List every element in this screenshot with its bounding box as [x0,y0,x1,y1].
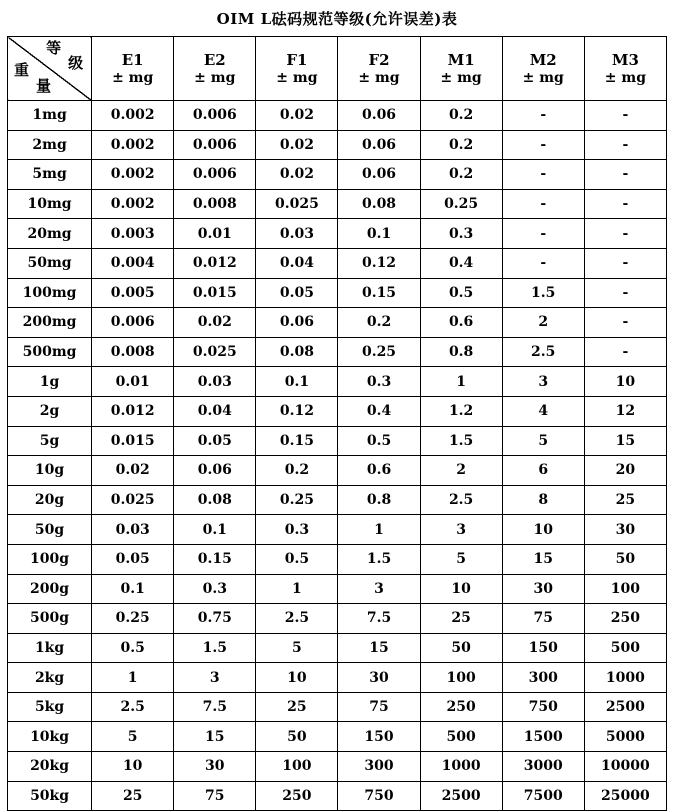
table-row [8,101,667,131]
tolerance-cell: 10 [92,752,174,782]
table-row [8,515,667,545]
tolerance-cell: 1500 [502,722,584,752]
tolerance-cell: 0.75 [174,604,256,634]
tolerance-cell: 0.01 [174,219,256,249]
weight-cell: 200mg [8,308,92,338]
weight-cell: 1mg [8,101,92,131]
table-row [8,367,667,397]
tolerance-cell: 0.06 [338,130,420,160]
tolerance-cell: 0.8 [420,337,502,367]
tolerance-cell: 2.5 [502,337,584,367]
tolerance-cell: 0.006 [174,130,256,160]
tolerance-cell: 500 [420,722,502,752]
tolerance-cell: 0.8 [338,485,420,515]
weight-cell: 5kg [8,692,92,722]
tolerance-cell: - [584,308,666,338]
tolerance-cell: 2 [420,456,502,486]
tolerance-cell: 7.5 [338,604,420,634]
tolerance-cell: 0.03 [92,515,174,545]
weight-cell: 20kg [8,752,92,782]
tolerance-cell: 0.5 [256,544,338,574]
class-unit: ± mg [440,69,482,86]
tolerance-cell: - [584,101,666,131]
tolerance-cell: 3 [174,663,256,693]
weight-cell: 50mg [8,248,92,278]
tolerance-cell: 750 [502,692,584,722]
tolerance-cell: 0.25 [92,604,174,634]
tolerance-cell: 0.08 [174,485,256,515]
tolerance-cell: 5000 [584,722,666,752]
tolerance-cell: - [584,160,666,190]
tolerance-cell: 0.025 [92,485,174,515]
corner-weight-char-2: 量 [36,77,52,95]
tolerance-cell: 25 [584,485,666,515]
tolerance-cell: 100 [420,663,502,693]
class-header-f2 [338,37,420,101]
tolerance-cell: 0.25 [420,189,502,219]
tolerance-cell: 0.025 [174,337,256,367]
class-unit: ± mg [112,69,154,86]
tolerance-cell: 75 [338,692,420,722]
tolerance-cell: 0.1 [256,367,338,397]
class-unit: ± mg [194,69,236,86]
tolerance-cell: 5 [92,722,174,752]
table-row [8,633,667,663]
tolerance-cell: - [502,130,584,160]
tolerance-cell: 0.12 [338,248,420,278]
tolerance-cell: 0.3 [338,367,420,397]
tolerance-cell: 2 [502,308,584,338]
tolerance-cell: 0.02 [174,308,256,338]
tolerance-cell: 12 [584,396,666,426]
tolerance-cell: 0.08 [256,337,338,367]
tolerance-cell: 2.5 [92,692,174,722]
weight-cell: 10kg [8,722,92,752]
tolerance-cell: 0.2 [338,308,420,338]
table-row [8,692,667,722]
tolerance-cell: 0.02 [256,130,338,160]
table-row [8,604,667,634]
table-row [8,722,667,752]
tolerance-cell: 0.005 [92,278,174,308]
tolerance-cell: 300 [338,752,420,782]
tolerance-cell: 1000 [584,663,666,693]
tolerance-cell: 15 [584,426,666,456]
tolerance-cell: 1 [256,574,338,604]
tolerance-cell: 30 [174,752,256,782]
table-row [8,485,667,515]
table-row [8,160,667,190]
weight-cell: 2kg [8,663,92,693]
tolerance-cell: 0.3 [174,574,256,604]
tolerance-cell: 0.006 [174,101,256,131]
tolerance-cell: 25 [92,781,174,811]
weight-cell: 1kg [8,633,92,663]
tolerance-cell: 0.5 [338,426,420,456]
tolerance-cell: 30 [338,663,420,693]
tolerance-cell: 100 [256,752,338,782]
weight-cell: 200g [8,574,92,604]
weight-cell: 10g [8,456,92,486]
weight-cell: 50kg [8,781,92,811]
tolerance-cell: 0.02 [92,456,174,486]
tolerance-cell: 0.02 [256,160,338,190]
tolerance-cell: 2500 [420,781,502,811]
tolerance-cell: 0.003 [92,219,174,249]
tolerance-cell: 0.05 [256,278,338,308]
table-row [8,396,667,426]
tolerance-cell: 10 [256,663,338,693]
class-unit: ± mg [276,69,318,86]
tolerance-cell: 30 [502,574,584,604]
table-row [8,308,667,338]
tolerance-cell: 500 [584,633,666,663]
tolerance-cell: 0.012 [92,396,174,426]
table-row [8,781,667,811]
table-row [8,219,667,249]
weight-cell: 20mg [8,219,92,249]
tolerance-cell: 4 [502,396,584,426]
tolerance-cell: 0.2 [420,101,502,131]
table-row [8,248,667,278]
weight-cell: 5mg [8,160,92,190]
tolerance-cell: 6 [502,456,584,486]
tolerance-cell: 0.12 [256,396,338,426]
weight-cell: 50g [8,515,92,545]
table-row [8,574,667,604]
tolerance-cell: - [584,278,666,308]
tolerance-cell: - [502,219,584,249]
tolerance-cell: 0.05 [174,426,256,456]
tolerance-cell: 750 [338,781,420,811]
tolerance-cell: 0.03 [256,219,338,249]
tolerance-cell: 1.5 [174,633,256,663]
table-row [8,337,667,367]
tolerance-cell: 1.5 [338,544,420,574]
class-header-m3 [584,37,666,101]
tolerance-cell: 0.2 [420,130,502,160]
tolerance-cell: 0.1 [174,515,256,545]
tolerance-cell: 3 [338,574,420,604]
tolerance-cell: 7500 [502,781,584,811]
tolerance-cell: 0.015 [92,426,174,456]
table-row [8,130,667,160]
tolerance-cell: 5 [502,426,584,456]
tolerance-cell: - [502,160,584,190]
tolerance-cell: 0.05 [92,544,174,574]
tolerance-cell: 0.04 [256,248,338,278]
tolerance-cell: 250 [256,781,338,811]
weight-cell: 100g [8,544,92,574]
tolerance-cell: 100 [584,574,666,604]
tolerance-cell: - [502,101,584,131]
class-name: E2 [203,50,226,69]
table-row [8,456,667,486]
tolerance-cell: 0.5 [92,633,174,663]
weight-cell: 1g [8,367,92,397]
tolerance-cell: - [584,337,666,367]
oiml-tolerance-table [7,36,667,811]
tolerance-cell: 75 [502,604,584,634]
weight-cell: 10mg [8,189,92,219]
tolerance-cell: 0.25 [256,485,338,515]
tolerance-cell: 250 [584,604,666,634]
tolerance-cell: 0.006 [174,160,256,190]
tolerance-cell: 30 [584,515,666,545]
tolerance-cell: 0.3 [256,515,338,545]
tolerance-cell: 75 [174,781,256,811]
tolerance-cell: 1.5 [502,278,584,308]
tolerance-cell: 0.008 [92,337,174,367]
tolerance-cell: 0.015 [174,278,256,308]
tolerance-cell: 0.15 [256,426,338,456]
tolerance-cell: 3 [502,367,584,397]
class-name: F1 [286,50,308,69]
class-unit: ± mg [604,69,646,86]
tolerance-cell: 0.025 [256,189,338,219]
table-row [8,278,667,308]
tolerance-cell: 0.2 [420,160,502,190]
tolerance-cell: 10 [584,367,666,397]
weight-cell: 2mg [8,130,92,160]
tolerance-cell: 0.5 [420,278,502,308]
weight-cell: 100mg [8,278,92,308]
tolerance-cell: 0.06 [174,456,256,486]
tolerance-cell: 0.002 [92,160,174,190]
tolerance-cell: 0.01 [92,367,174,397]
weight-cell: 500g [8,604,92,634]
tolerance-cell: - [584,248,666,278]
tolerance-cell: 1.2 [420,396,502,426]
tolerance-cell: 0.4 [420,248,502,278]
tolerance-cell: 0.002 [92,189,174,219]
weight-cell: 2g [8,396,92,426]
class-header-e2 [174,37,256,101]
class-unit: ± mg [522,69,564,86]
tolerance-cell: 0.08 [338,189,420,219]
weight-cell: 5g [8,426,92,456]
corner-header-cell [8,37,92,101]
tolerance-cell: - [584,189,666,219]
tolerance-cell: - [584,219,666,249]
class-name: M1 [447,50,475,69]
tolerance-cell: 0.6 [420,308,502,338]
tolerance-cell: 5 [420,544,502,574]
tolerance-cell: 2.5 [256,604,338,634]
tolerance-cell: - [584,130,666,160]
tolerance-cell: 3 [420,515,502,545]
tolerance-cell: 0.15 [338,278,420,308]
tolerance-cell: 20 [584,456,666,486]
tolerance-cell: 15 [338,633,420,663]
table-row [8,189,667,219]
tolerance-cell: 300 [502,663,584,693]
tolerance-cell: 10 [420,574,502,604]
tolerance-cell: 10000 [584,752,666,782]
header-row [8,37,667,101]
tolerance-cell: 15 [174,722,256,752]
class-header-f1 [256,37,338,101]
weight-cell: 500mg [8,337,92,367]
tolerance-cell: 0.008 [174,189,256,219]
tolerance-cell: 0.15 [174,544,256,574]
tolerance-cell: 2500 [584,692,666,722]
weight-cell: 20g [8,485,92,515]
table-row [8,663,667,693]
tolerance-cell: 50 [420,633,502,663]
tolerance-cell: 1 [420,367,502,397]
tolerance-cell: 250 [420,692,502,722]
tolerance-cell: 7.5 [174,692,256,722]
tolerance-cell: 0.1 [338,219,420,249]
tolerance-cell: 0.3 [420,219,502,249]
tolerance-cell: 0.04 [174,396,256,426]
tolerance-cell: 3000 [502,752,584,782]
table-row [8,752,667,782]
tolerance-cell: 0.1 [92,574,174,604]
tolerance-cell: 0.4 [338,396,420,426]
corner-grade-char-2: 级 [68,54,84,72]
corner-weight-char-1: 重 [14,61,30,79]
tolerance-cell: 0.25 [338,337,420,367]
tolerance-cell: 0.06 [338,101,420,131]
tolerance-cell: 2.5 [420,485,502,515]
tolerance-cell: 0.06 [256,308,338,338]
class-name: E1 [121,50,144,69]
tolerance-cell: 0.002 [92,101,174,131]
tolerance-cell: 1 [338,515,420,545]
tolerance-cell: 0.006 [92,308,174,338]
tolerance-cell: 1 [92,663,174,693]
tolerance-cell: 50 [584,544,666,574]
tolerance-cell: 0.03 [174,367,256,397]
tolerance-cell: 0.02 [256,101,338,131]
tolerance-cell: 15 [502,544,584,574]
class-name: M2 [529,50,557,69]
class-header-m1 [420,37,502,101]
class-name: F2 [368,50,390,69]
table-row [8,544,667,574]
tolerance-cell: 10 [502,515,584,545]
tolerance-cell: 1.5 [420,426,502,456]
tolerance-cell: 0.6 [338,456,420,486]
tolerance-cell: - [502,248,584,278]
tolerance-cell: 1000 [420,752,502,782]
table-row [8,426,667,456]
tolerance-cell: 5 [256,633,338,663]
tolerance-cell: 0.06 [338,160,420,190]
tolerance-cell: 0.2 [256,456,338,486]
tolerance-cell: 50 [256,722,338,752]
tolerance-cell: 8 [502,485,584,515]
tolerance-cell: 25 [256,692,338,722]
tolerance-cell: 150 [338,722,420,752]
tolerance-cell: 150 [502,633,584,663]
table-body [8,101,667,811]
class-header-m2 [502,37,584,101]
tolerance-cell: 25000 [584,781,666,811]
corner-grade-char-1: 等 [46,39,62,57]
table-title: OIM L砝码规范等级(允许误差)表 [216,10,458,28]
tolerance-cell: 0.002 [92,130,174,160]
class-unit: ± mg [358,69,400,86]
tolerance-cell: 25 [420,604,502,634]
tolerance-cell: - [502,189,584,219]
class-name: M3 [611,50,639,69]
tolerance-cell: 0.012 [174,248,256,278]
tolerance-cell: 0.004 [92,248,174,278]
class-header-e1 [92,37,174,101]
